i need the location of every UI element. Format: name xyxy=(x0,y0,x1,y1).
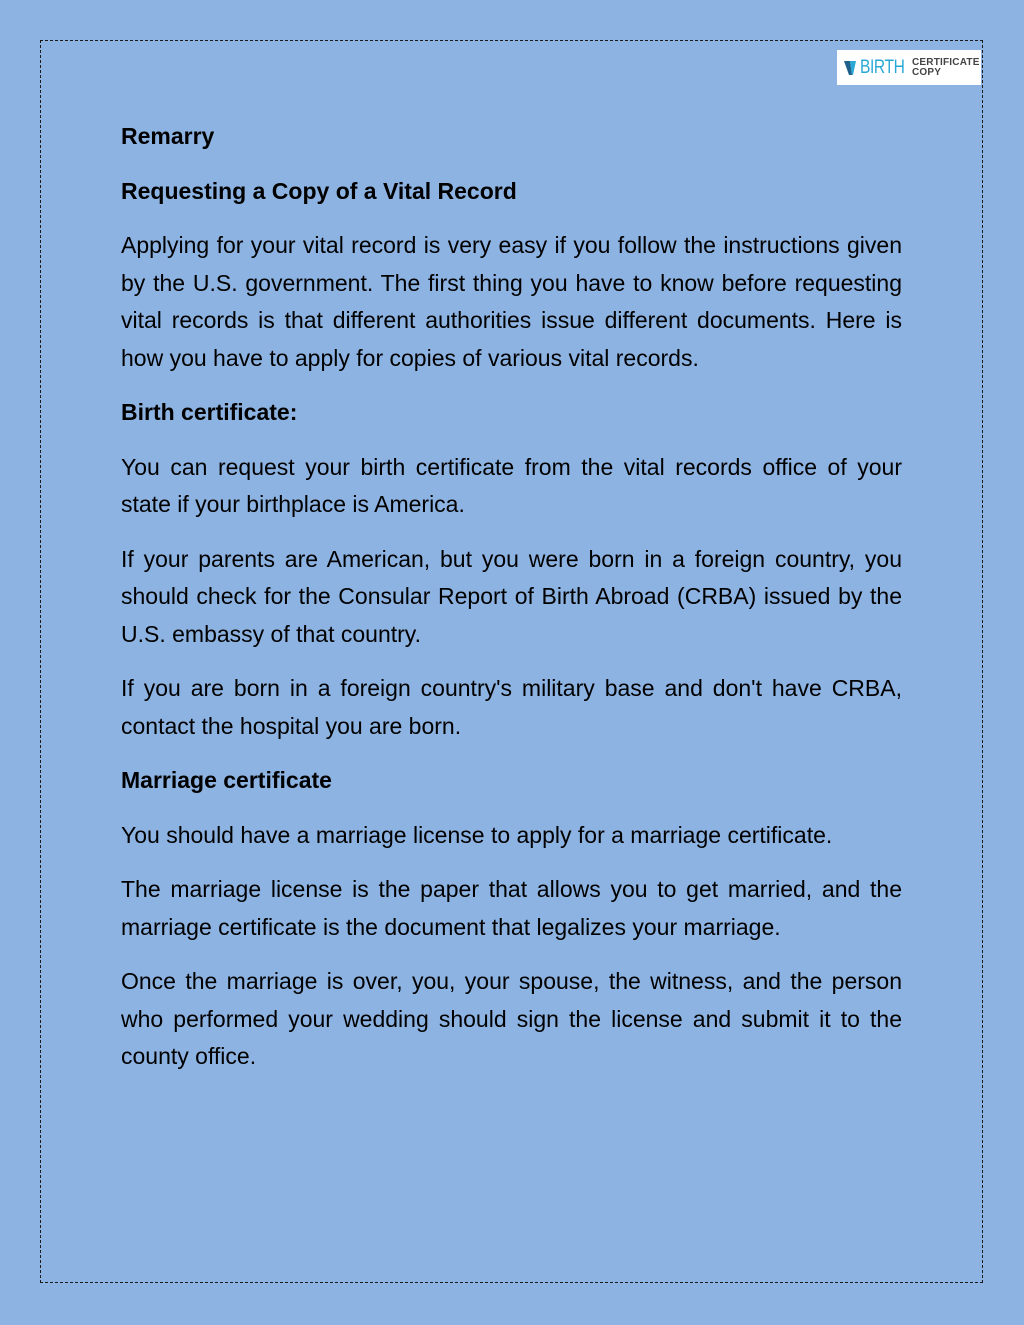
birth-certificate-copy-logo xyxy=(837,50,981,85)
logo-word-certificate: CERTIFICATE xyxy=(912,56,980,68)
birth-paragraph-1: You can request your birth certificate from the vital records office of your state if your birthplace is America. xyxy=(121,453,902,517)
birth-paragraph-3: If you are born in a foreign country's military base and don't have CRBA, contact the hospital you are born. xyxy=(121,675,902,739)
marriage-paragraph-1: You should have a marriage license to apply for a marriage certificate. xyxy=(121,821,833,848)
document-body xyxy=(121,118,902,1093)
section-heading-requesting-copy: Requesting a Copy of a Vital Record xyxy=(121,177,517,204)
marriage-paragraph-2: The marriage license is the paper that allows you to get married, and the marriage certificate is the document that legalizes your marriage. xyxy=(121,876,902,940)
logo-word-copy: COPY xyxy=(912,66,942,78)
intro-paragraph: Applying for your vital record is very easy if you follow the instructions given by the U.S. government. The first thing you have to know before requesting vital records is that different authorities issue different documents. Here is how you have to apply for copies of various vital records. xyxy=(121,232,902,371)
marriage-paragraph-3: Once the marriage is over, you, your spouse, the witness, and the person who performed your wedding should sign the license and submit it to the county office. xyxy=(121,968,902,1069)
section-heading-marriage-certificate: Marriage certificate xyxy=(121,767,332,793)
logo-side-words xyxy=(912,58,980,78)
logo-word-birth: BIRTH xyxy=(860,57,905,78)
section-heading-birth-certificate: Birth certificate: xyxy=(121,399,298,425)
page-title: Remarry xyxy=(121,123,215,149)
logo-mark-icon xyxy=(844,60,858,76)
birth-paragraph-2: If your parents are American, but you were born in a foreign country, you should check for the Consular Report of Birth Abroad (CRBA) issued by the U.S. embassy of that country. xyxy=(121,545,902,647)
